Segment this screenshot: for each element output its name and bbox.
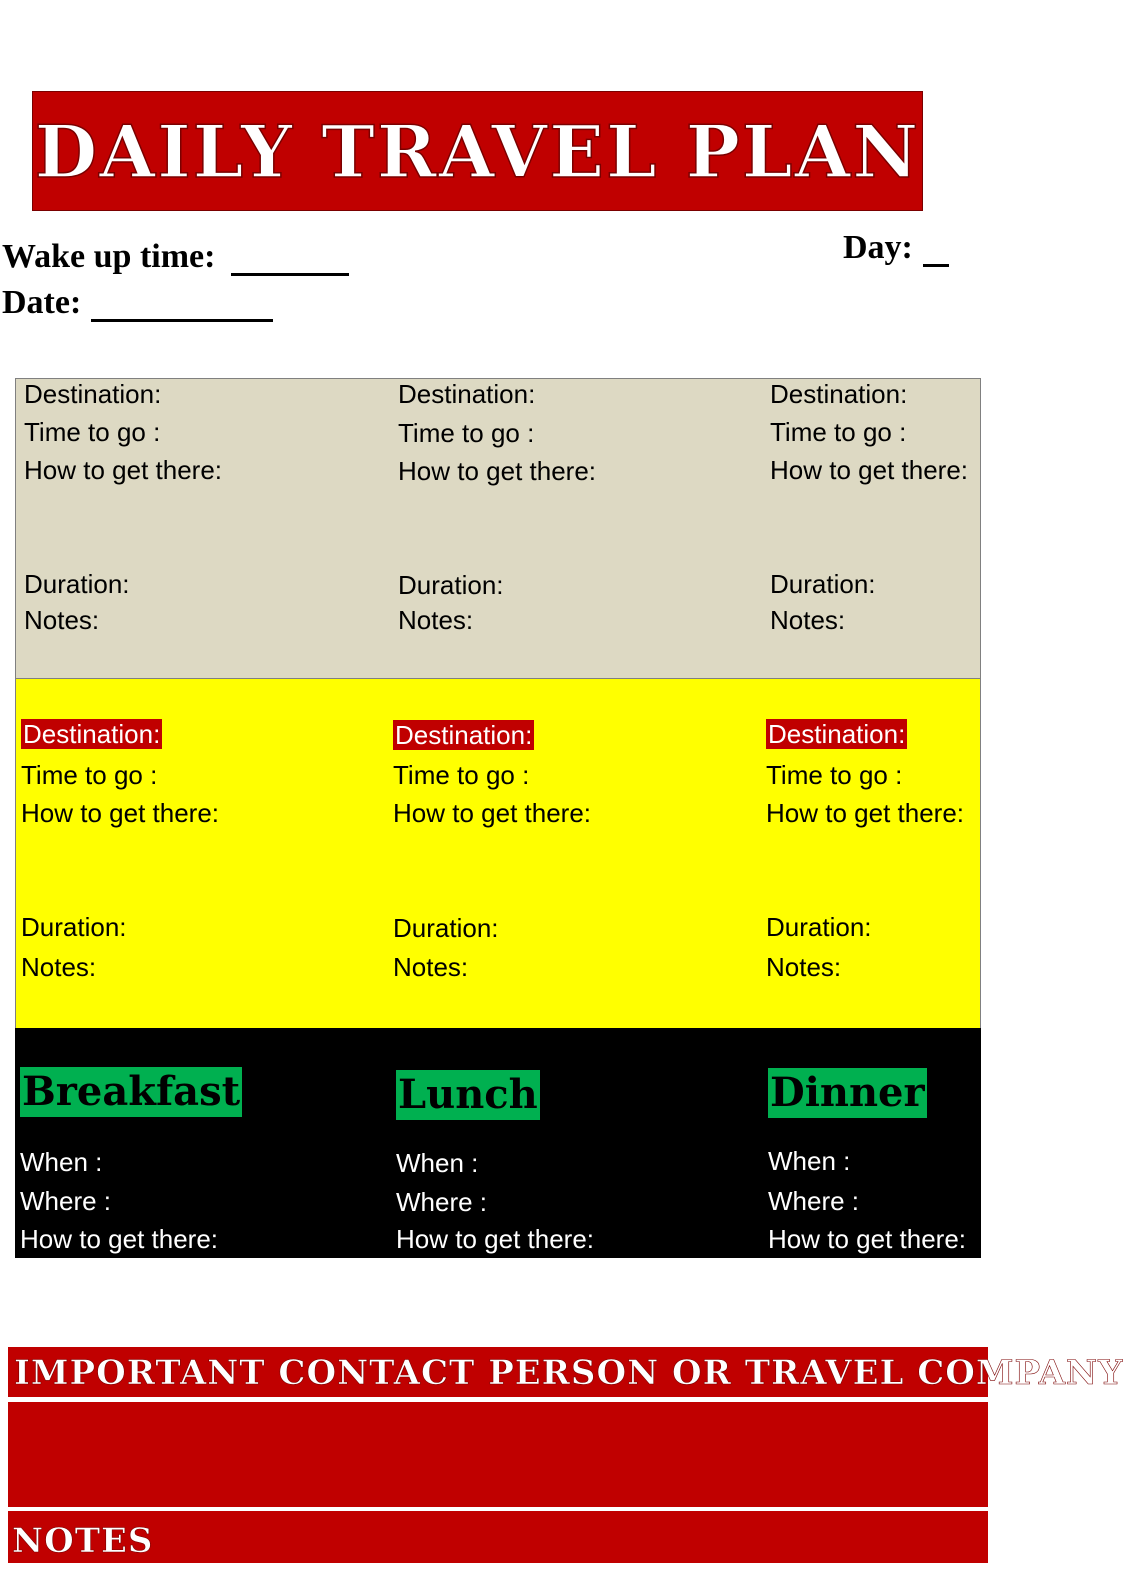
meal-how-label: How to get there: [396, 1224, 594, 1254]
date-blank[interactable] [91, 289, 273, 322]
duration-label: Duration: [393, 913, 499, 943]
how-to-get-there-label: How to get there: [770, 455, 968, 485]
destination-card [398, 379, 728, 678]
duration-label: Duration: [766, 912, 872, 942]
wake-up-time-label: Wake up time: [2, 238, 216, 275]
meal-title: Breakfast [22, 1068, 241, 1115]
time-to-go-label: Time to go : [398, 418, 535, 448]
notes-label: Notes: [398, 605, 474, 635]
destination-label: Destination: [24, 379, 162, 409]
destination-label: Destination: [398, 379, 536, 409]
meal-where-label: Where : [20, 1186, 112, 1216]
duration-label: Duration: [398, 570, 504, 600]
time-to-go-label: Time to go : [24, 417, 161, 447]
wake-up-time-field [2, 238, 349, 276]
destination-label: Destination: [395, 720, 533, 750]
destination-label: Destination: [770, 379, 908, 409]
meal-card-dinner [768, 1028, 1098, 1258]
notes-label: Notes: [766, 952, 842, 982]
duration-label: Duration: [21, 912, 127, 942]
meal-card-lunch [396, 1028, 726, 1258]
meal-when-label: When : [396, 1148, 479, 1178]
meal-when-label: When : [20, 1147, 103, 1177]
destination-card [24, 379, 354, 678]
page-title: DAILY TRAVEL PLAN [34, 108, 921, 194]
time-to-go-label: Time to go : [21, 760, 158, 790]
contact-entry-area[interactable] [8, 1402, 988, 1507]
duration-label: Duration: [24, 569, 130, 599]
destination-label: Destination: [23, 719, 161, 749]
how-to-get-there-label: How to get there: [393, 798, 591, 828]
how-to-get-there-label: How to get there: [21, 798, 219, 828]
day-field [843, 229, 949, 267]
destination-section-1 [15, 378, 981, 679]
notes-label: Notes: [770, 605, 846, 635]
destination-card [21, 679, 351, 1028]
notes-heading: NOTES [12, 1521, 154, 1561]
contact-heading-band [8, 1347, 1123, 1397]
how-to-get-there-label: How to get there: [398, 456, 596, 486]
destination-card [766, 679, 1096, 1028]
destination-label: Destination: [768, 719, 906, 749]
time-to-go-label: Time to go : [393, 760, 530, 790]
how-to-get-there-label: How to get there: [24, 455, 222, 485]
day-label: Day: [843, 229, 913, 266]
date-field [2, 284, 273, 322]
destination-card [770, 379, 1100, 678]
destination-card [393, 679, 723, 1028]
meals-section [15, 1028, 981, 1258]
notes-label: Notes: [24, 605, 100, 635]
notes-label: Notes: [21, 952, 97, 982]
meal-how-label: How to get there: [20, 1224, 218, 1254]
time-to-go-label: Time to go : [770, 417, 907, 447]
notes-heading-band [8, 1511, 988, 1563]
contact-heading: IMPORTANT CONTACT PERSON OR TRAVEL COMPANY [14, 1353, 1123, 1393]
time-to-go-label: Time to go : [766, 760, 903, 790]
wake-up-time-blank[interactable] [231, 243, 349, 276]
meal-when-label: When : [768, 1146, 851, 1176]
meal-card-breakfast [20, 1028, 350, 1258]
date-label: Date: [2, 284, 82, 321]
notes-label: Notes: [393, 952, 469, 982]
meal-where-label: Where : [396, 1187, 488, 1217]
destination-section-2 [15, 679, 981, 1028]
meal-where-label: Where : [768, 1186, 860, 1216]
meal-how-label: How to get there: [768, 1224, 966, 1254]
how-to-get-there-label: How to get there: [766, 798, 964, 828]
meal-title: Lunch [398, 1071, 538, 1118]
meal-title: Dinner [770, 1069, 925, 1116]
title-banner [32, 91, 923, 211]
duration-label: Duration: [770, 569, 876, 599]
day-blank[interactable] [923, 234, 949, 267]
